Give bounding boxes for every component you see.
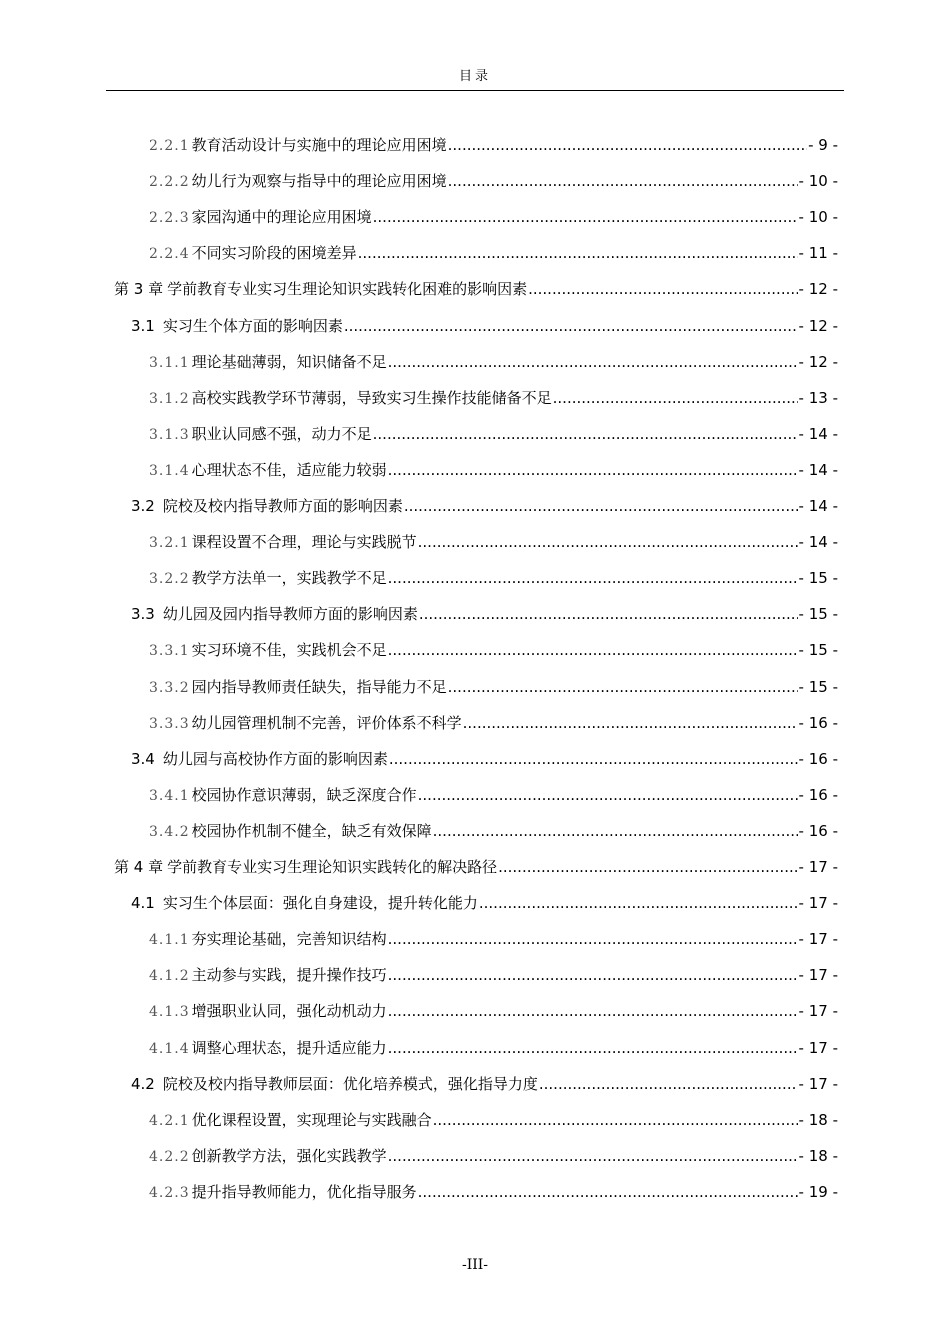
toc-entry-number: 4.2.3 — [149, 1184, 190, 1201]
toc-dot-leader — [479, 890, 798, 916]
toc-entry[interactable] — [149, 132, 838, 158]
toc-entry-title: 幼儿行为观察与指导中的理论应用困境 — [191, 172, 447, 191]
toc-entry[interactable] — [149, 1179, 838, 1205]
toc-entry-number: 4.1.3 — [149, 1004, 190, 1021]
toc-dot-leader — [539, 1071, 798, 1097]
toc-entry-page: - 15 - — [798, 569, 838, 588]
toc-entry-page: - 16 - — [798, 713, 838, 732]
toc-entry-number: 4.2 — [131, 1074, 155, 1093]
toc-dot-leader — [448, 168, 798, 194]
toc-entry-title: 理论基础薄弱，知识储备不足 — [191, 352, 387, 371]
toc-entry-number: 3.1.1 — [149, 354, 190, 371]
toc-entry-number: 3.3 — [131, 605, 155, 624]
toc-entry[interactable] — [149, 457, 838, 483]
toc-entry-page: - 17 - — [798, 858, 838, 876]
toc-entry[interactable] — [149, 782, 838, 808]
toc-entry-page: - 17 - — [798, 894, 838, 913]
toc-entry-title: 实习环境不佳，实践机会不足 — [191, 641, 387, 660]
toc-dot-leader — [553, 385, 798, 411]
toc-entry-title: 家园沟通中的理论应用困境 — [191, 208, 372, 227]
toc-dot-leader — [463, 710, 798, 736]
toc-entry-page: - 10 - — [798, 172, 838, 191]
toc-entry-page: - 18 - — [798, 1146, 838, 1165]
toc-entry[interactable] — [131, 313, 838, 339]
toc-dot-leader — [358, 240, 798, 266]
toc-entry-number: 3.3.3 — [149, 715, 190, 732]
toc-dot-leader — [388, 565, 798, 591]
toc-entry[interactable] — [149, 998, 838, 1024]
toc-entry[interactable] — [131, 1071, 838, 1097]
toc-entry-title: 职业认同感不强，动力不足 — [191, 424, 372, 443]
toc-entry-number: 2.2.2 — [149, 174, 190, 191]
toc-entry[interactable] — [131, 493, 838, 519]
toc-entry-page: - 12 - — [798, 316, 838, 335]
toc-dot-leader — [448, 132, 807, 158]
toc-entry[interactable] — [149, 710, 838, 736]
toc-entry[interactable] — [149, 1035, 838, 1061]
toc-entry-title: 学前教育专业实习生理论知识实践转化困难的影响因素 — [167, 280, 528, 299]
toc-dot-leader — [388, 962, 798, 988]
toc-entry-page: - 16 - — [798, 785, 838, 804]
toc-entry-page: - 16 - — [798, 821, 838, 840]
toc-entry[interactable] — [149, 1107, 838, 1133]
toc-entry-title: 实习生个体方面的影响因素 — [162, 316, 343, 335]
toc-entry[interactable] — [131, 890, 838, 916]
toc-entry[interactable] — [114, 854, 838, 880]
toc-entry-number: 4.2.2 — [149, 1148, 190, 1165]
toc-entry-number: 3.1.2 — [149, 390, 190, 407]
toc-entry[interactable] — [149, 385, 838, 411]
toc-entry-number: 3.2.2 — [149, 571, 190, 588]
toc-entry-title: 心理状态不佳，适应能力较弱 — [191, 460, 387, 479]
toc-entry[interactable] — [149, 168, 838, 194]
toc-entry-title: 园内指导教师责任缺失，指导能力不足 — [191, 677, 447, 696]
toc-entry-title: 课程设置不合理，理论与实践脱节 — [191, 533, 417, 552]
toc-entry-number: 3.3.1 — [149, 643, 190, 660]
toc-entry-number: 4.1 — [131, 894, 155, 913]
toc-dot-leader — [388, 998, 798, 1024]
toc-entry-page: - 14 - — [798, 497, 838, 515]
toc-entry[interactable] — [149, 818, 838, 844]
toc-entry-page: - 19 - — [798, 1182, 838, 1201]
toc-entry-page: - 15 - — [798, 605, 838, 624]
page-header — [106, 66, 844, 91]
toc-dot-leader — [448, 674, 798, 700]
toc-entry-page: - 17 - — [798, 930, 838, 949]
toc-entry[interactable] — [149, 1143, 838, 1169]
toc-entry[interactable] — [149, 421, 838, 447]
toc-entry-title: 实习生个体层面：强化自身建设，提升转化能力 — [162, 894, 478, 913]
toc-entry-number: 2.2.3 — [149, 210, 190, 227]
toc-dot-leader — [433, 1107, 798, 1133]
toc-entry[interactable] — [131, 746, 838, 772]
toc-entry-number: 4.1.2 — [149, 968, 190, 985]
toc-dot-leader — [388, 1143, 798, 1169]
toc-dot-leader — [418, 1179, 798, 1205]
toc-entry-title: 调整心理状态，提升适应能力 — [191, 1038, 387, 1057]
toc-dot-leader — [344, 313, 798, 339]
toc-dot-leader — [388, 457, 798, 483]
toc-entry-title: 高校实践教学环节薄弱，导致实习生操作技能储备不足 — [191, 388, 552, 407]
toc-entry-page: - 18 - — [798, 1110, 838, 1129]
toc-entry-number: 4.1.1 — [149, 932, 190, 949]
toc-entry-title: 创新教学方法，强化实践教学 — [191, 1146, 387, 1165]
toc-entry-page: - 14 - — [798, 460, 838, 479]
toc-entry-number: 第 4 章 — [114, 858, 164, 876]
toc-entry-number: 第 3 章 — [114, 280, 164, 299]
toc-entry-page: - 17 - — [798, 1002, 838, 1021]
toc-dot-leader — [419, 601, 798, 627]
toc-dot-leader — [389, 746, 798, 772]
toc-dot-leader — [388, 637, 798, 663]
toc-entry-page: - 12 - — [798, 280, 838, 299]
toc-entry-title: 增强职业认同，强化动机动力 — [191, 1002, 387, 1021]
toc-dot-leader — [498, 854, 797, 880]
toc-entry-title: 幼儿园管理机制不完善，评价体系不科学 — [191, 713, 462, 732]
toc-entry-page: - 12 - — [798, 352, 838, 371]
toc-entry[interactable] — [149, 962, 838, 988]
toc-dot-leader — [388, 349, 798, 375]
toc-entry-page: - 14 - — [798, 533, 838, 552]
toc-entry-page: - 9 - — [808, 136, 838, 154]
toc-entry-number: 3.1.3 — [149, 426, 190, 443]
page-footer — [0, 1257, 950, 1273]
toc-entry-title: 幼儿园与高校协作方面的影响因素 — [162, 749, 388, 768]
toc-entry-title: 教育活动设计与实施中的理论应用困境 — [191, 136, 447, 154]
toc-dot-leader — [373, 204, 798, 230]
toc-entry-page: - 17 - — [798, 1038, 838, 1057]
toc-entry[interactable] — [149, 637, 838, 663]
toc-entry-page: - 15 - — [798, 641, 838, 660]
toc-entry-title: 校园协作机制不健全，缺乏有效保障 — [191, 821, 432, 840]
toc-entry-number: 3.4.2 — [149, 823, 190, 840]
toc-entry-title: 提升指导教师能力，优化指导服务 — [191, 1182, 417, 1201]
toc-entry-title: 主动参与实践，提升操作技巧 — [191, 966, 387, 985]
toc-entry-number: 4.1.4 — [149, 1040, 190, 1057]
toc-entry-number: 3.4.1 — [149, 787, 190, 804]
toc-entry[interactable] — [149, 349, 838, 375]
toc-entry[interactable] — [149, 240, 838, 266]
toc-entry[interactable] — [149, 926, 838, 952]
toc-entry-page: - 15 - — [798, 677, 838, 696]
toc-dot-leader — [388, 926, 798, 952]
toc-entry-page: - 10 - — [798, 208, 838, 227]
toc-entry-number: 3.4 — [131, 749, 155, 768]
toc-entry-page: - 13 - — [798, 388, 838, 407]
toc-entry-number: 2.2.4 — [149, 246, 190, 263]
toc-entry-number: 3.2 — [131, 497, 155, 515]
toc-entry[interactable] — [131, 601, 838, 627]
toc-entry-title: 夯实理论基础，完善知识结构 — [191, 930, 387, 949]
toc-entry-page: - 14 - — [798, 424, 838, 443]
toc-entry[interactable] — [114, 276, 838, 302]
toc-entry-page: - 11 - — [798, 244, 838, 263]
toc-entry-page: - 16 - — [798, 749, 838, 768]
header-title: 目录 — [458, 69, 491, 84]
footer-page-number: -III- — [461, 1257, 489, 1273]
toc-entry-number: 4.2.1 — [149, 1112, 190, 1129]
toc-dot-leader — [433, 818, 798, 844]
toc-dot-leader — [373, 421, 798, 447]
toc-entry-number: 2.2.1 — [149, 138, 190, 154]
toc-entry-number: 3.1.4 — [149, 462, 190, 479]
toc-entry-title: 幼儿园及园内指导教师方面的影响因素 — [162, 605, 418, 624]
toc-entry-page: - 17 - — [798, 966, 838, 985]
toc-dot-leader — [418, 529, 798, 555]
toc-entry-title: 学前教育专业实习生理论知识实践转化的解决路径 — [167, 858, 498, 876]
toc-dot-leader — [388, 1035, 798, 1061]
toc-entry[interactable] — [149, 565, 838, 591]
toc-entry[interactable] — [149, 529, 838, 555]
toc-entry[interactable] — [149, 674, 838, 700]
toc-entry[interactable] — [149, 204, 838, 230]
toc-dot-leader — [404, 493, 798, 519]
toc-entry-number: 3.3.2 — [149, 679, 190, 696]
toc-entry-title: 院校及校内指导教师方面的影响因素 — [162, 497, 403, 515]
toc-entry-title: 教学方法单一，实践教学不足 — [191, 569, 387, 588]
toc-dot-leader — [528, 276, 797, 302]
toc-entry-number: 3.1 — [131, 316, 155, 335]
toc-dot-leader — [418, 782, 798, 808]
toc-entry-title: 校园协作意识薄弱，缺乏深度合作 — [191, 785, 417, 804]
toc-entry-title: 优化课程设置，实现理论与实践融合 — [191, 1110, 432, 1129]
toc-entry-title: 不同实习阶段的困境差异 — [191, 244, 357, 263]
toc-entry-page: - 17 - — [798, 1074, 838, 1093]
toc-entry-number: 3.2.1 — [149, 535, 190, 552]
toc-entry-title: 院校及校内指导教师层面：优化培养模式，强化指导力度 — [162, 1074, 538, 1093]
